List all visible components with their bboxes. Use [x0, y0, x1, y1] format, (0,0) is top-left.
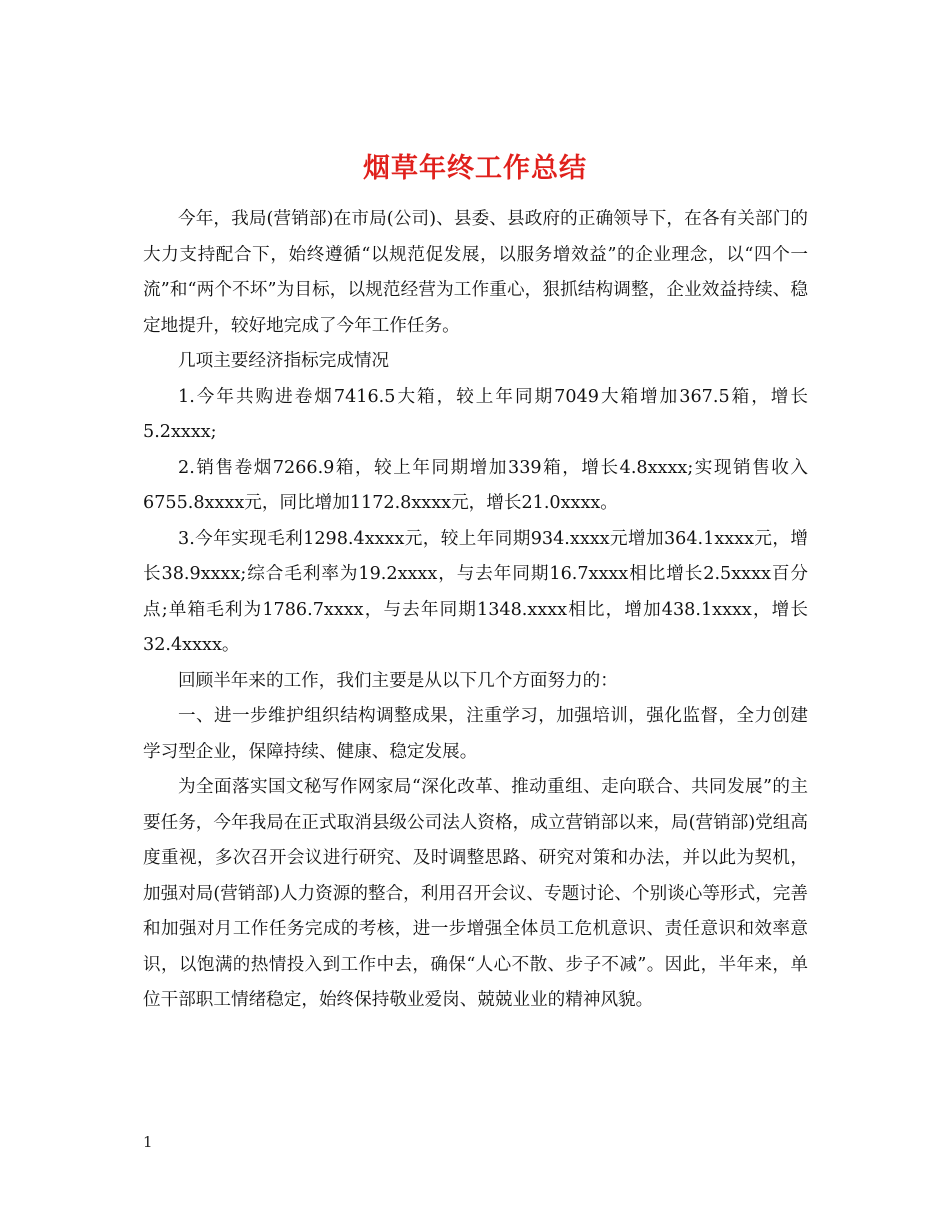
- paragraph-indicators-heading: 几项主要经济指标完成情况: [178, 351, 390, 371]
- paragraph-item-3: 3.今年实现毛利1298.4xxxx元，较上年同期934.xxxx元增加364.1xxxx元，增长38.9xxxx;综合毛利率为19.2xxxx，与去年同期16.7xxxx相比增长2.5xxxx百分点;单箱毛利为1786.7xxxx，与去年同期1348.xxxx相比，增加438.1xxxx，增长32.4xxxx。: [143, 528, 808, 655]
- document-body: [143, 202, 808, 1019]
- paragraph-intro: 今年，我局(营销部)在市局(公司)、县委、县政府的正确领导下，在各有关部门的大力支持配合下，始终遵循“以规范促发展，以服务增效益”的企业理念，以“四个一流”和“两个不坏”为目标，以规范经营为工作重心，狠抓结构调整，企业效益持续、稳定地提升，较好地完成了今年工作任务。: [143, 209, 808, 336]
- paragraph-review: 回顾半年来的工作，我们主要是从以下几个方面努力的：: [178, 670, 618, 691]
- paragraph-item-1: 1.今年共购进卷烟7416.5大箱，较上年同期7049大箱增加367.5箱，增长5.2xxxx;: [143, 386, 808, 442]
- paragraph-item-2: 2.销售卷烟7266.9箱，较上年同期增加339箱，增长4.8xxxx;实现销售收入6755.8xxxx元，同比增加1172.8xxxx元，增长21.0xxxx。: [143, 457, 808, 513]
- document-title: 烟草年终工作总结: [363, 153, 587, 185]
- paragraph-section-1-body: 为全面落实国文秘写作网家局“深化改革、推动重组、走向联合、共同发展”的主要任务，今年我局在正式取消县级公司法人资格，成立营销部以来，局(营销部)党组高度重视，多次召开会议进行研究、及时调整思路、研究对策和办法，并以此为契机，加强对局(营销部)人力资源的整合，利用召开会议、专题讨论、个别谈心等形式，完善和加强对月工作任务完成的考核，进一步增强全体员工危机意识、责任意识和效率意识，以饱满的热情投入到工作中去，确保“人心不散、步子不减”。因此，半年来，单位干部职工情绪稳定，始终保持敬业爱岗、兢兢业业的精神风貌。: [143, 777, 808, 1010]
- page-number: 1: [143, 1133, 153, 1151]
- paragraph-section-1-heading: 一、进一步维护组织结构调整成果，注重学习，加强培训，强化监督，全力创建学习型企业，保障持续、健康、稳定发展。: [143, 706, 808, 762]
